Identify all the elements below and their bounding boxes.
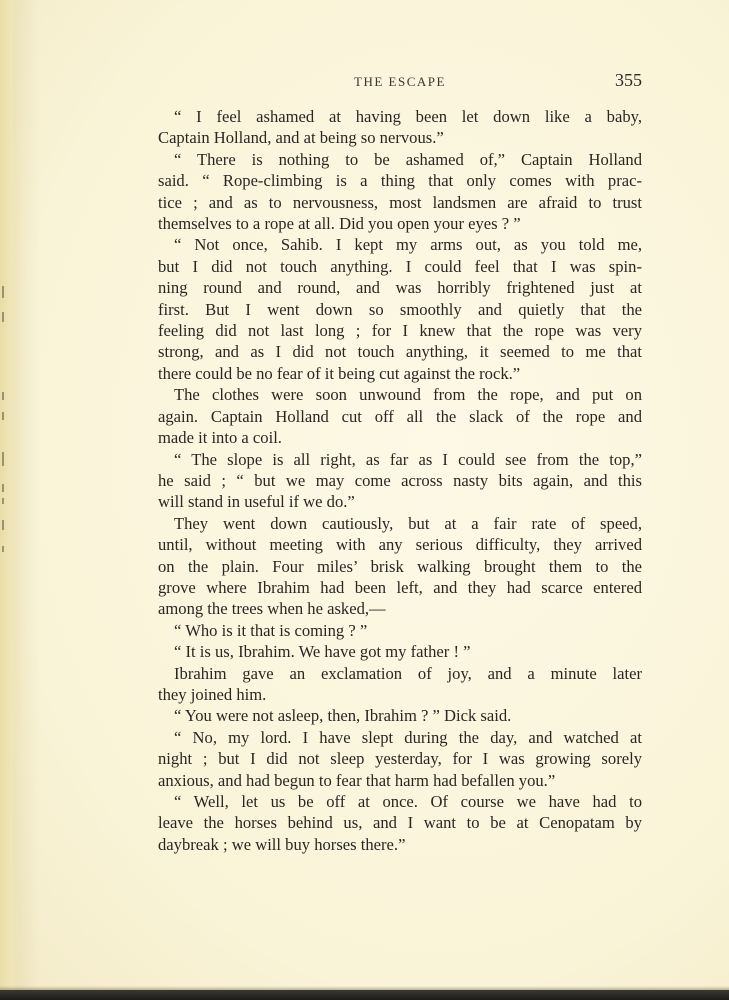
text-line: there could be no fear of it being cut against the rock.” (158, 363, 521, 383)
text-line: he said ; “ but we may come across nasty bits again, and this (158, 470, 642, 490)
text-line: said. “ Rope-climbing is a thing that only comes with prac- (158, 171, 642, 191)
text-line: daybreak ; we will buy horses there.” (158, 834, 406, 854)
text-line: Ibrahim gave an exclamation of joy, and a minute later (174, 663, 642, 683)
text-line: ning round and round, and was horribly frightened just at (158, 278, 642, 298)
text-line: The clothes were soon unwound from the rope, and put on (174, 385, 642, 405)
margin-mark (2, 286, 4, 298)
margin-mark (2, 546, 4, 552)
text-line: “ Well, let us be off at once. Of course we have had to (174, 792, 642, 811)
text-line: “ Who is it that is coming ? ” (174, 620, 368, 640)
margin-mark (2, 498, 4, 504)
text-line: “ The slope is all right, as far as I could see from the top,” (174, 449, 642, 469)
text-line: until, without meeting with any serious difficulty, they arrived (158, 535, 642, 555)
running-title: THE ESCAPE (354, 74, 446, 89)
margin-mark (2, 392, 4, 400)
text-line: strong, and as I did not touch anything, it seemed to me that (158, 342, 642, 362)
text-line: they joined him. (158, 684, 267, 704)
text-line: They went down cautiously, but at a fair rate of speed, (174, 513, 642, 533)
text-line: “ There is nothing to be ashamed of,” Captain Holland (174, 149, 642, 169)
text-line: “ No, my lord. I have slept during the day, and watched at (174, 727, 642, 747)
text-line: Captain Holland, and at being so nervous.” (158, 128, 444, 148)
text-line: “ You were not asleep, then, Ibrahim ? ” Dick said. (174, 706, 512, 726)
margin-marks (0, 0, 14, 1000)
text-line: on the plain. Four miles’ brisk walking brought them to the (158, 556, 642, 576)
text-line: “ I feel ashamed at having been let down like a baby, (174, 107, 642, 126)
text-line: but I did not touch anything. I could feel that I was spin- (158, 256, 642, 276)
margin-mark (2, 452, 4, 466)
text-line: feeling did not last long ; for I knew that the rope was very (158, 321, 642, 341)
text-line: first. But I went down so smoothly and quietly that the (158, 299, 642, 319)
text-line: anxious, and had begun to fear that harm had befallen you.” (158, 770, 556, 790)
margin-mark (2, 412, 4, 420)
text-line: again. Captain Holland cut off all the slack of the rope and (158, 406, 642, 426)
text-line: among the trees when he asked,— (158, 599, 386, 619)
bottom-border (0, 990, 729, 1000)
text-line: leave the horses behind us, and I want to be at Cenopatam by (158, 813, 642, 833)
text-line: themselves to a rope at all. Did you open your eyes ? ” (158, 214, 521, 234)
page-number: 355 (615, 70, 642, 90)
body-text (158, 106, 642, 855)
text-line: made it into a coil. (158, 428, 282, 448)
margin-mark (2, 312, 4, 322)
margin-mark (2, 520, 4, 530)
text-line: “ Not once, Sahib. I kept my arms out, as you told me, (174, 235, 642, 255)
page-header (158, 70, 642, 94)
margin-mark (2, 484, 4, 492)
text-line: night ; but I did not sleep yesterday, for I was growing sorely (158, 749, 642, 769)
text-line: “ It is us, Ibrahim. We have got my father ! ” (174, 642, 471, 662)
text-line: will stand in useful if we do.” (158, 492, 355, 512)
text-line: tice ; and as to nervousness, most landsmen are afraid to trust (158, 192, 642, 212)
text-line: grove where Ibrahim had been left, and they had scarce entered (158, 577, 642, 597)
